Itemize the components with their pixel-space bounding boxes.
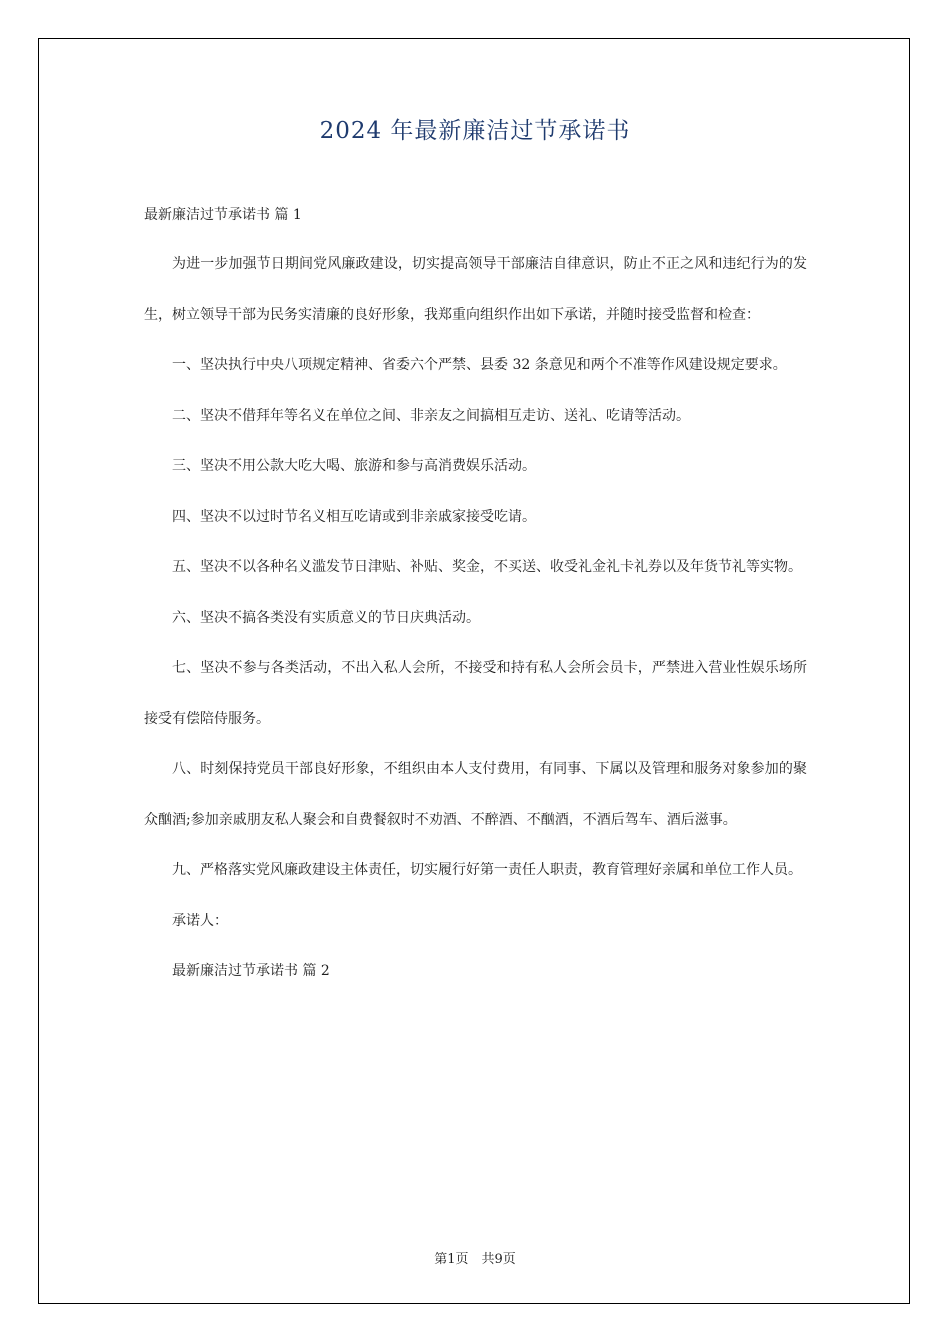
pledge-item-8: 八、时刻保持党员干部良好形象，不组织由本人支付费用，有同事、下属以及管理和服务对象参加的聚众酗酒;参加亲戚朋友私人聚会和自费餐叙时不劝酒、不醉酒、不酗酒，不酒后驾车、酒后滋事。 xyxy=(144,761,807,828)
page-number-footer: 第1页 共9页 xyxy=(434,1252,516,1267)
section-2-heading: 最新廉洁过节承诺书 篇 2 xyxy=(172,963,330,979)
pledge-item-3: 三、坚决不用公款大吃大喝、旅游和参与高消费娱乐活动。 xyxy=(172,458,536,474)
pledge-item-9: 九、严格落实党风廉政建设主体责任，切实履行好第一责任人职责，教育管理好亲属和单位工作人员。 xyxy=(172,862,802,878)
pledge-item-5: 五、坚决不以各种名义滥发节日津贴、补贴、奖金，不买送、收受礼金礼卡礼券以及年货节礼等实物。 xyxy=(172,559,802,575)
pledge-item-1: 一、坚决执行中央八项规定精神、省委六个严禁、县委 32 条意见和两个不准等作风建设规定要求。 xyxy=(172,357,787,373)
signatory-label: 承诺人： xyxy=(172,912,228,929)
pledge-item-7: 七、坚决不参与各类活动，不出入私人会所，不接受和持有私人会所会员卡，严禁进入营业性娱乐场所接受有偿陪侍服务。 xyxy=(144,660,807,727)
pledge-item-4: 四、坚决不以过时节名义相互吃请或到非亲戚家接受吃请。 xyxy=(172,508,536,525)
document-title: 2024 年最新廉洁过节承诺书 xyxy=(319,118,631,144)
pledge-item-2: 二、坚决不借拜年等名义在单位之间、非亲友之间搞相互走访、送礼、吃请等活动。 xyxy=(172,407,690,424)
intro-paragraph: 为进一步加强节日期间党风廉政建设，切实提高领导干部廉洁自律意识，防止不正之风和违纪行为的发生，树立领导干部为民务实清廉的良好形象，我郑重向组织作出如下承诺，并随时接受监督和检查： xyxy=(144,256,807,323)
pledge-item-6: 六、坚决不搞各类没有实质意义的节日庆典活动。 xyxy=(172,609,480,626)
section-heading: 最新廉洁过节承诺书 篇 1 xyxy=(144,207,302,223)
document-body xyxy=(144,239,807,997)
